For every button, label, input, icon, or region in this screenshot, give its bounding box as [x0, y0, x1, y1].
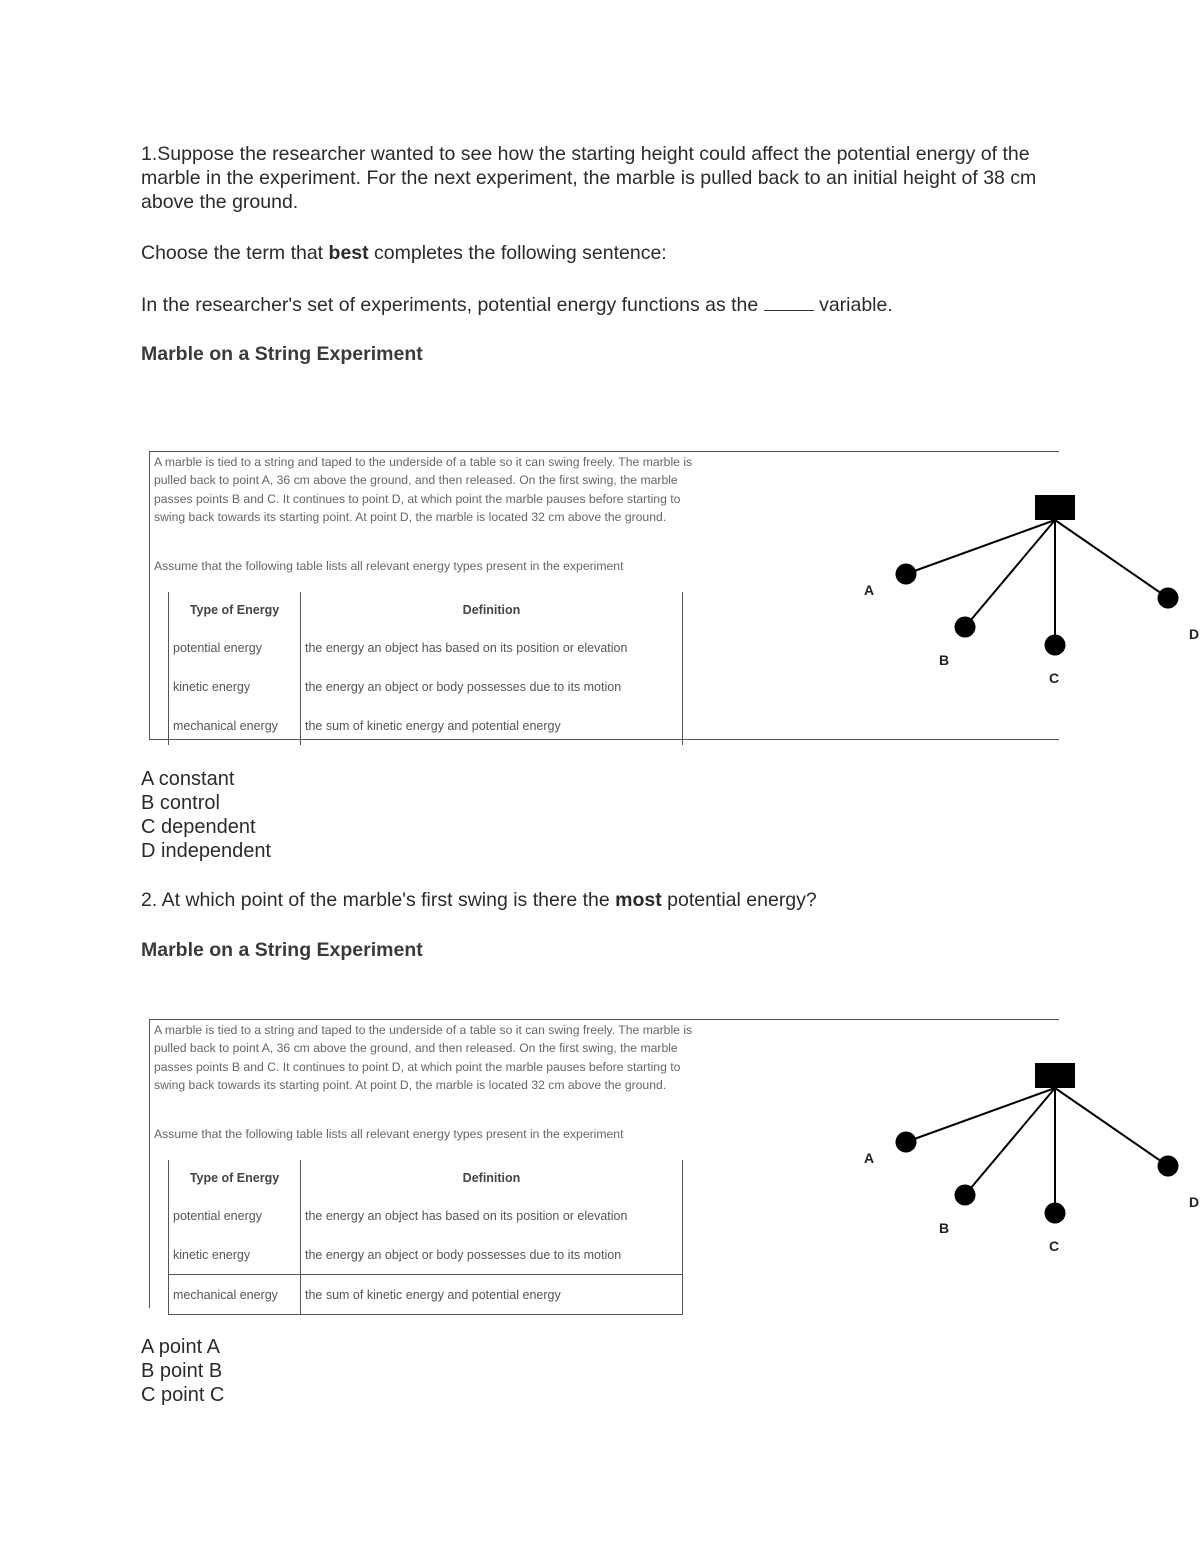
q2-bold: most [615, 889, 662, 911]
header-type: Type of Energy [169, 592, 301, 628]
option-a[interactable]: A point A [141, 1336, 220, 1358]
table-row [169, 706, 683, 745]
option-c[interactable]: C point C [141, 1384, 225, 1406]
label-b: B [939, 1220, 950, 1236]
pendulum-diagram [709, 1019, 1200, 1307]
question-1-prompt [141, 241, 667, 265]
table-row [169, 1196, 683, 1235]
prompt-before: Choose the term that [141, 242, 329, 264]
question-2-text [141, 888, 817, 912]
sentence-after: variable. [813, 294, 893, 316]
question-1-text: 1.Suppose the researcher wanted to see how the starting height could affect the potential energy of the marble in the experiment. For the next experiment, the marble is pulled back to an initial height of 38 cm above the ground. [141, 143, 1037, 213]
table-block [1035, 495, 1075, 520]
experiment-assumption: Assume that the following table lists all relevant energy types present in the experiment [154, 559, 624, 573]
energy-type: potential energy [169, 628, 301, 667]
experiment-figure-2 [149, 1019, 1200, 1307]
table-row [169, 1275, 683, 1315]
prompt-after: completes the following sentence: [368, 242, 667, 264]
string-d [1055, 1088, 1168, 1166]
energy-definition: the sum of kinetic energy and potential energy [301, 706, 683, 745]
table-header-row [169, 1160, 683, 1196]
header-definition: Definition [301, 592, 683, 628]
q2-before: 2. At which point of the marble's first swing is there the [141, 889, 616, 911]
table-row [169, 667, 683, 706]
marble-c [1045, 1203, 1066, 1224]
figure-left-border [149, 1019, 150, 1308]
sentence-before: In the researcher's set of experiments, potential energy functions as the [141, 294, 764, 316]
label-c: C [1049, 1238, 1060, 1254]
energy-table [168, 1160, 683, 1315]
marble-a [896, 564, 917, 585]
table-block [1035, 1063, 1075, 1088]
energy-type: potential energy [169, 1196, 301, 1235]
option-a[interactable]: A constant [141, 768, 235, 790]
table-row [169, 628, 683, 667]
energy-definition: the energy an object has based on its position or elevation [301, 1196, 683, 1235]
pendulum-diagram [709, 451, 1200, 739]
answer-blank [764, 296, 814, 311]
string-d [1055, 520, 1168, 598]
label-c: C [1049, 670, 1060, 686]
energy-type: kinetic energy [169, 1235, 301, 1275]
label-d: D [1189, 1194, 1200, 1210]
option-c[interactable]: C dependent [141, 816, 256, 838]
prompt-bold: best [328, 242, 369, 264]
marble-d [1158, 588, 1179, 609]
experiment-description: A marble is tied to a string and taped to the underside of a table so it can swing freely. The marble is pulled back to point A, 36 cm above the ground, and then released. On the first swing, the marble passes points B and C. It continues to point D, at which point the marble pauses before starting to swing back towards its starting point. At point D, the marble is located 32 cm above the ground. [154, 455, 693, 525]
energy-definition: the sum of kinetic energy and potential energy [301, 1275, 683, 1315]
energy-type: kinetic energy [169, 667, 301, 706]
energy-type: mechanical energy [169, 706, 301, 745]
energy-definition: the energy an object or body possesses due to its motion [301, 667, 683, 706]
option-d[interactable]: D independent [141, 840, 272, 862]
question-2-options [141, 1335, 224, 1407]
marble-c [1045, 635, 1066, 656]
experiment-heading-1: Marble on a String Experiment [141, 343, 423, 365]
header-type: Type of Energy [169, 1160, 301, 1196]
experiment-heading-2: Marble on a String Experiment [141, 939, 423, 961]
energy-type: mechanical energy [169, 1275, 301, 1315]
marble-b [955, 617, 976, 638]
energy-definition: the energy an object or body possesses due to its motion [301, 1235, 683, 1275]
energy-table [168, 592, 683, 745]
q2-after: potential energy? [661, 889, 817, 911]
label-a: A [864, 1150, 875, 1166]
energy-definition: the energy an object has based on its position or elevation [301, 628, 683, 667]
marble-a [896, 1132, 917, 1153]
option-b[interactable]: B control [141, 792, 220, 814]
table-row [169, 1235, 683, 1275]
label-a: A [864, 582, 875, 598]
experiment-description: A marble is tied to a string and taped to the underside of a table so it can swing freely. The marble is pulled back to point A, 36 cm above the ground, and then released. On the first swing, the marble passes points B and C. It continues to point D, at which point the marble pauses before starting to swing back towards its starting point. At point D, the marble is located 32 cm above the ground. [154, 1023, 693, 1093]
figure-left-border [149, 451, 150, 740]
question-1-options [141, 767, 271, 863]
label-b: B [939, 652, 950, 668]
label-d: D [1189, 626, 1200, 642]
question-1-sentence [141, 293, 893, 317]
header-definition: Definition [301, 1160, 683, 1196]
table-header-row [169, 592, 683, 628]
option-b[interactable]: B point B [141, 1360, 223, 1382]
experiment-assumption: Assume that the following table lists all relevant energy types present in the experiment [154, 1127, 624, 1141]
experiment-figure-1 [149, 451, 1200, 739]
marble-b [955, 1185, 976, 1206]
marble-d [1158, 1156, 1179, 1177]
